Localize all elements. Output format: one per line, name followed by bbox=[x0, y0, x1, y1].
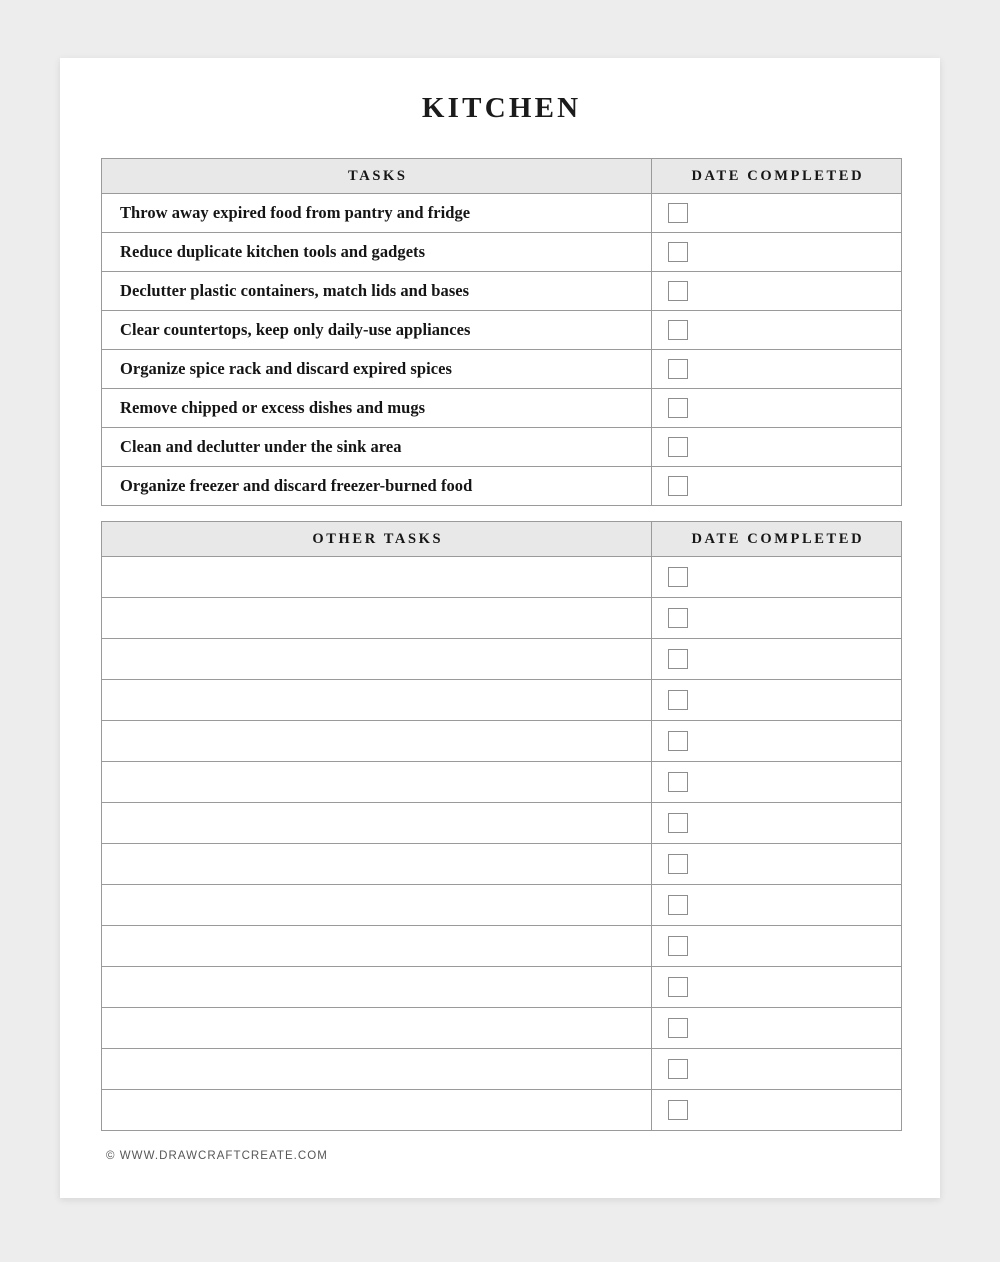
checkbox-icon[interactable] bbox=[668, 398, 688, 418]
checkbox-icon[interactable] bbox=[668, 1059, 688, 1079]
checkbox-icon[interactable] bbox=[668, 1018, 688, 1038]
task-label-cell[interactable]: Throw away expired food from pantry and fridge bbox=[102, 194, 652, 233]
task-label-cell[interactable]: Clean and declutter under the sink area bbox=[102, 428, 652, 467]
date-completed-cell bbox=[652, 762, 902, 803]
column-header-date-completed: DATE COMPLETED bbox=[652, 159, 902, 194]
table-row bbox=[102, 272, 902, 311]
task-label-cell[interactable]: Reduce duplicate kitchen tools and gadgets bbox=[102, 233, 652, 272]
other-table-body bbox=[102, 557, 902, 1131]
checkbox-icon[interactable] bbox=[668, 772, 688, 792]
table-row bbox=[102, 1090, 902, 1131]
date-completed-cell bbox=[652, 803, 902, 844]
checkbox-icon[interactable] bbox=[668, 281, 688, 301]
task-label-cell[interactable] bbox=[102, 1008, 652, 1049]
other-task-table bbox=[101, 521, 902, 1131]
task-label-cell[interactable] bbox=[102, 1049, 652, 1090]
table-row bbox=[102, 762, 902, 803]
task-label-cell[interactable] bbox=[102, 598, 652, 639]
table-row bbox=[102, 233, 902, 272]
table-row bbox=[102, 467, 902, 506]
table-row bbox=[102, 639, 902, 680]
checkbox-icon[interactable] bbox=[668, 690, 688, 710]
checkbox-icon[interactable] bbox=[668, 936, 688, 956]
table-header-row bbox=[102, 159, 902, 194]
page-title: KITCHEN bbox=[421, 92, 582, 124]
column-header-tasks: TASKS bbox=[102, 159, 652, 194]
checkbox-icon[interactable] bbox=[668, 608, 688, 628]
table-row bbox=[102, 557, 902, 598]
task-label-cell[interactable] bbox=[102, 885, 652, 926]
date-completed-cell bbox=[652, 598, 902, 639]
footer-credit: © WWW.DRAWCRAFTCREATE.COM bbox=[106, 1150, 328, 1162]
task-label-cell[interactable]: Declutter plastic containers, match lids and bases bbox=[102, 272, 652, 311]
date-completed-cell bbox=[652, 1090, 902, 1131]
column-header-other-tasks: OTHER TASKS bbox=[102, 522, 652, 557]
checkbox-icon[interactable] bbox=[668, 437, 688, 457]
table-row bbox=[102, 1008, 902, 1049]
table-row bbox=[102, 803, 902, 844]
primary-table-head bbox=[102, 159, 902, 194]
checkbox-icon[interactable] bbox=[668, 813, 688, 833]
task-label-cell[interactable] bbox=[102, 762, 652, 803]
date-completed-cell bbox=[652, 311, 902, 350]
checkbox-icon[interactable] bbox=[668, 977, 688, 997]
date-completed-cell bbox=[652, 926, 902, 967]
date-completed-cell bbox=[652, 428, 902, 467]
task-label-cell[interactable]: Organize freezer and discard freezer-burned food bbox=[102, 467, 652, 506]
date-completed-cell bbox=[652, 1008, 902, 1049]
date-completed-cell bbox=[652, 389, 902, 428]
checkbox-icon[interactable] bbox=[668, 320, 688, 340]
printable-sheet bbox=[60, 58, 940, 1198]
checkbox-icon[interactable] bbox=[668, 203, 688, 223]
checkbox-icon[interactable] bbox=[668, 895, 688, 915]
primary-table-body bbox=[102, 194, 902, 506]
table-row bbox=[102, 926, 902, 967]
table-row bbox=[102, 350, 902, 389]
table-row bbox=[102, 680, 902, 721]
table-row bbox=[102, 885, 902, 926]
date-completed-cell bbox=[652, 194, 902, 233]
table-row bbox=[102, 844, 902, 885]
table-row bbox=[102, 194, 902, 233]
task-label-cell[interactable] bbox=[102, 557, 652, 598]
column-header-date-completed: DATE COMPLETED bbox=[652, 522, 902, 557]
task-label-cell[interactable] bbox=[102, 680, 652, 721]
other-table-head bbox=[102, 522, 902, 557]
date-completed-cell bbox=[652, 639, 902, 680]
primary-task-table bbox=[101, 158, 902, 506]
task-label-cell[interactable] bbox=[102, 1090, 652, 1131]
task-label-cell[interactable] bbox=[102, 844, 652, 885]
date-completed-cell bbox=[652, 350, 902, 389]
checkbox-icon[interactable] bbox=[668, 854, 688, 874]
checkbox-icon[interactable] bbox=[668, 242, 688, 262]
date-completed-cell bbox=[652, 844, 902, 885]
date-completed-cell bbox=[652, 557, 902, 598]
date-completed-cell bbox=[652, 233, 902, 272]
task-label-cell[interactable] bbox=[102, 639, 652, 680]
table-row bbox=[102, 967, 902, 1008]
task-label-cell[interactable]: Remove chipped or excess dishes and mugs bbox=[102, 389, 652, 428]
task-label-cell[interactable] bbox=[102, 803, 652, 844]
table-row bbox=[102, 389, 902, 428]
table-row bbox=[102, 1049, 902, 1090]
date-completed-cell bbox=[652, 967, 902, 1008]
task-label-cell[interactable]: Clear countertops, keep only daily-use appliances bbox=[102, 311, 652, 350]
checkbox-icon[interactable] bbox=[668, 359, 688, 379]
task-label-cell[interactable] bbox=[102, 721, 652, 762]
date-completed-cell bbox=[652, 1049, 902, 1090]
checkbox-icon[interactable] bbox=[668, 649, 688, 669]
table-row bbox=[102, 721, 902, 762]
table-header-row bbox=[102, 522, 902, 557]
date-completed-cell bbox=[652, 680, 902, 721]
date-completed-cell bbox=[652, 721, 902, 762]
date-completed-cell bbox=[652, 467, 902, 506]
table-row bbox=[102, 598, 902, 639]
checkbox-icon[interactable] bbox=[668, 1100, 688, 1120]
date-completed-cell bbox=[652, 885, 902, 926]
task-label-cell[interactable]: Organize spice rack and discard expired spices bbox=[102, 350, 652, 389]
task-label-cell[interactable] bbox=[102, 926, 652, 967]
date-completed-cell bbox=[652, 272, 902, 311]
table-row bbox=[102, 428, 902, 467]
checkbox-icon[interactable] bbox=[668, 476, 688, 496]
table-row bbox=[102, 311, 902, 350]
checkbox-icon[interactable] bbox=[668, 567, 688, 587]
checkbox-icon[interactable] bbox=[668, 731, 688, 751]
task-label-cell[interactable] bbox=[102, 967, 652, 1008]
